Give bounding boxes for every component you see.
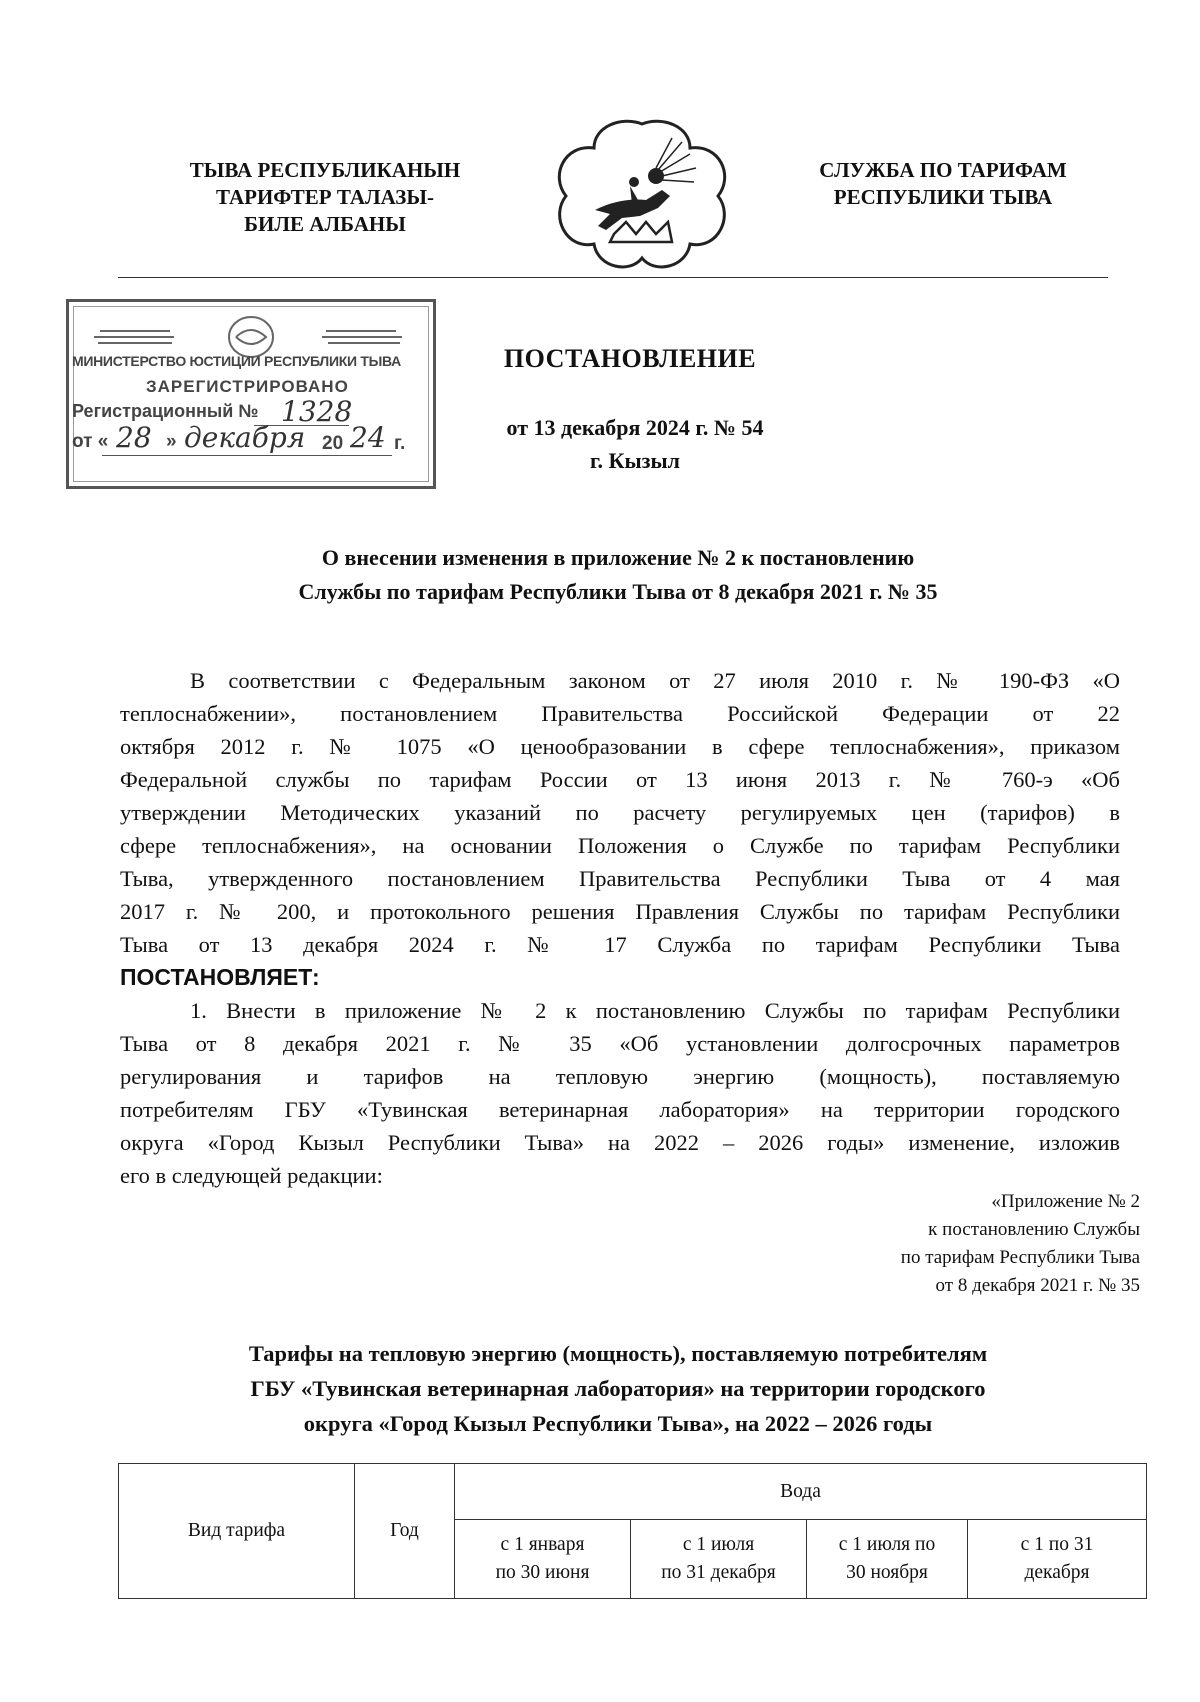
header-right-line: СЛУЖБА ПО ТАРИФАМ — [819, 158, 1067, 182]
annex-line: от 8 декабря 2021 г. № 35 — [935, 1275, 1140, 1296]
header-left-block — [150, 157, 500, 238]
annex-reference — [700, 1188, 1140, 1300]
tariff-table — [118, 1463, 1147, 1599]
table-header-row — [119, 1464, 1147, 1520]
item-line: 1. Внести в приложение № 2 к постановлению Службы по тарифам Республики — [190, 998, 1120, 1023]
stamp-year-prefix: 20 — [322, 433, 344, 454]
period-line: по 31 декабря — [661, 1562, 776, 1583]
document-city: г. Кызыл — [590, 448, 680, 473]
decree-word: ПОСТАНОВЛЯЕТ: — [120, 964, 320, 990]
preamble-line: Тыва, утвержденного постановлением Правительства Республики Тыва от 4 мая — [120, 866, 1120, 891]
preamble-line: В соответствии с Федеральным законом от 27 июля 2010 г. № 190-ФЗ «О — [190, 668, 1120, 693]
period-cell — [807, 1520, 968, 1599]
tariff-table-title — [118, 1336, 1118, 1441]
preamble-line: утверждении Методических указаний по расчету регулируемых цен (тарифов) в — [120, 800, 1120, 825]
period-line: 30 ноября — [846, 1562, 928, 1583]
period-cell — [968, 1520, 1147, 1599]
period-line: с 1 июля по — [838, 1534, 936, 1555]
stamp-date-prefix: от « — [72, 431, 109, 452]
registration-stamp — [66, 299, 436, 489]
annex-line: «Приложение № 2 — [991, 1191, 1140, 1212]
header-right-line: РЕСПУБЛИКИ ТЫВА — [833, 185, 1053, 209]
document-date-number: от 13 декабря 2024 г. № 54 — [506, 415, 764, 440]
item-line: Тыва от 8 декабря 2021 г. № 35 «Об установлении долгосрочных параметров — [120, 1031, 1120, 1056]
preamble-line: Тыва от 13 декабря 2024 г. № 17 Служба по тарифам Республики Тыва — [120, 932, 1120, 957]
header-cell-tariff-type: Вид тарифа — [119, 1464, 355, 1599]
header-left-line: ТЫВА РЕСПУБЛИКАНЫН — [189, 158, 461, 182]
stamp-year-suffix: 24 — [350, 421, 386, 454]
header-left-line: ТАРИФТЕР ТАЛАЗЫ- — [215, 185, 434, 209]
coat-of-arms-emblem — [550, 118, 735, 273]
item-line: его в следующей редакции: — [120, 1163, 383, 1188]
title-line: О внесении изменения в приложение № 2 к постановлению — [321, 545, 915, 570]
stamp-date-end: г. — [394, 433, 406, 454]
document-body — [120, 664, 1120, 1192]
stamp-day: 28 — [116, 421, 152, 454]
period-line: декабря — [1024, 1562, 1090, 1583]
stamp-month: декабря — [184, 421, 306, 454]
header-divider — [118, 277, 1108, 278]
stamp-ministry: МИНИСТЕРСТВО ЮСТИЦИИ РЕСПУБЛИКИ ТЫВА — [72, 353, 401, 369]
stamp-date-mid: » — [166, 431, 177, 452]
annex-line: к постановлению Службы — [928, 1219, 1140, 1240]
document-type: ПОСТАНОВЛЕНИЕ — [503, 344, 757, 373]
header-cell-water: Вода — [455, 1464, 1147, 1520]
annex-line: по тарифам Республики Тыва — [900, 1247, 1140, 1268]
document-title — [118, 541, 1118, 609]
item-line: потребителям ГБУ «Тувинская ветеринарная лаборатория» на территории городского — [120, 1097, 1120, 1122]
period-line: с 1 января — [500, 1534, 585, 1555]
preamble-line: сфере теплоснабжения», на основании Положения о Службе по тарифам Республики — [120, 833, 1120, 858]
stamp-reg-label: Регистрационный № — [72, 401, 259, 421]
header-cell-year: Год — [355, 1464, 455, 1599]
stamp-registered: ЗАРЕГИСТРИРОВАНО — [146, 377, 349, 396]
item-line: округа «Город Кызыл Республики Тыва» на 2022 – 2026 годы» изменение, изложив — [120, 1130, 1120, 1155]
stamp-date-underline — [102, 455, 392, 456]
period-cell — [455, 1520, 631, 1599]
title-line: Службы по тарифам Республики Тыва от 8 декабря 2021 г. № 35 — [298, 579, 938, 604]
tariff-title-line: округа «Город Кызыл Республики Тыва», на 2022 – 2026 годы — [303, 1411, 933, 1436]
stamp-reg-number: 1328 — [281, 395, 353, 428]
preamble-line: Федеральной службы по тарифам России от 13 июня 2013 г. № 760-э «Об — [120, 767, 1120, 792]
tariff-title-line: Тарифы на тепловую энергию (мощность), поставляемую потребителям — [248, 1341, 988, 1366]
item-line: регулирования и тарифов на тепловую энергию (мощность), поставляемую — [120, 1064, 1120, 1089]
period-line: с 1 июля — [682, 1534, 755, 1555]
preamble-line: теплоснабжении», постановлением Правительства Российской Федерации от 22 — [120, 701, 1120, 726]
preamble-line: 2017 г. № 200, и протокольного решения Правления Службы по тарифам Республики — [120, 899, 1120, 924]
period-cell — [631, 1520, 807, 1599]
header-right-block — [758, 157, 1128, 211]
preamble-line: октября 2012 г. № 1075 «О ценообразовании в сфере теплоснабжения», приказом — [120, 734, 1120, 759]
header-left-line: БИЛЕ АЛБАНЫ — [244, 212, 406, 236]
tariff-title-line: ГБУ «Тувинская ветеринарная лаборатория» на территории городского — [250, 1376, 986, 1401]
period-line: с 1 по 31 — [1020, 1534, 1094, 1555]
period-line: по 30 июня — [495, 1562, 590, 1583]
